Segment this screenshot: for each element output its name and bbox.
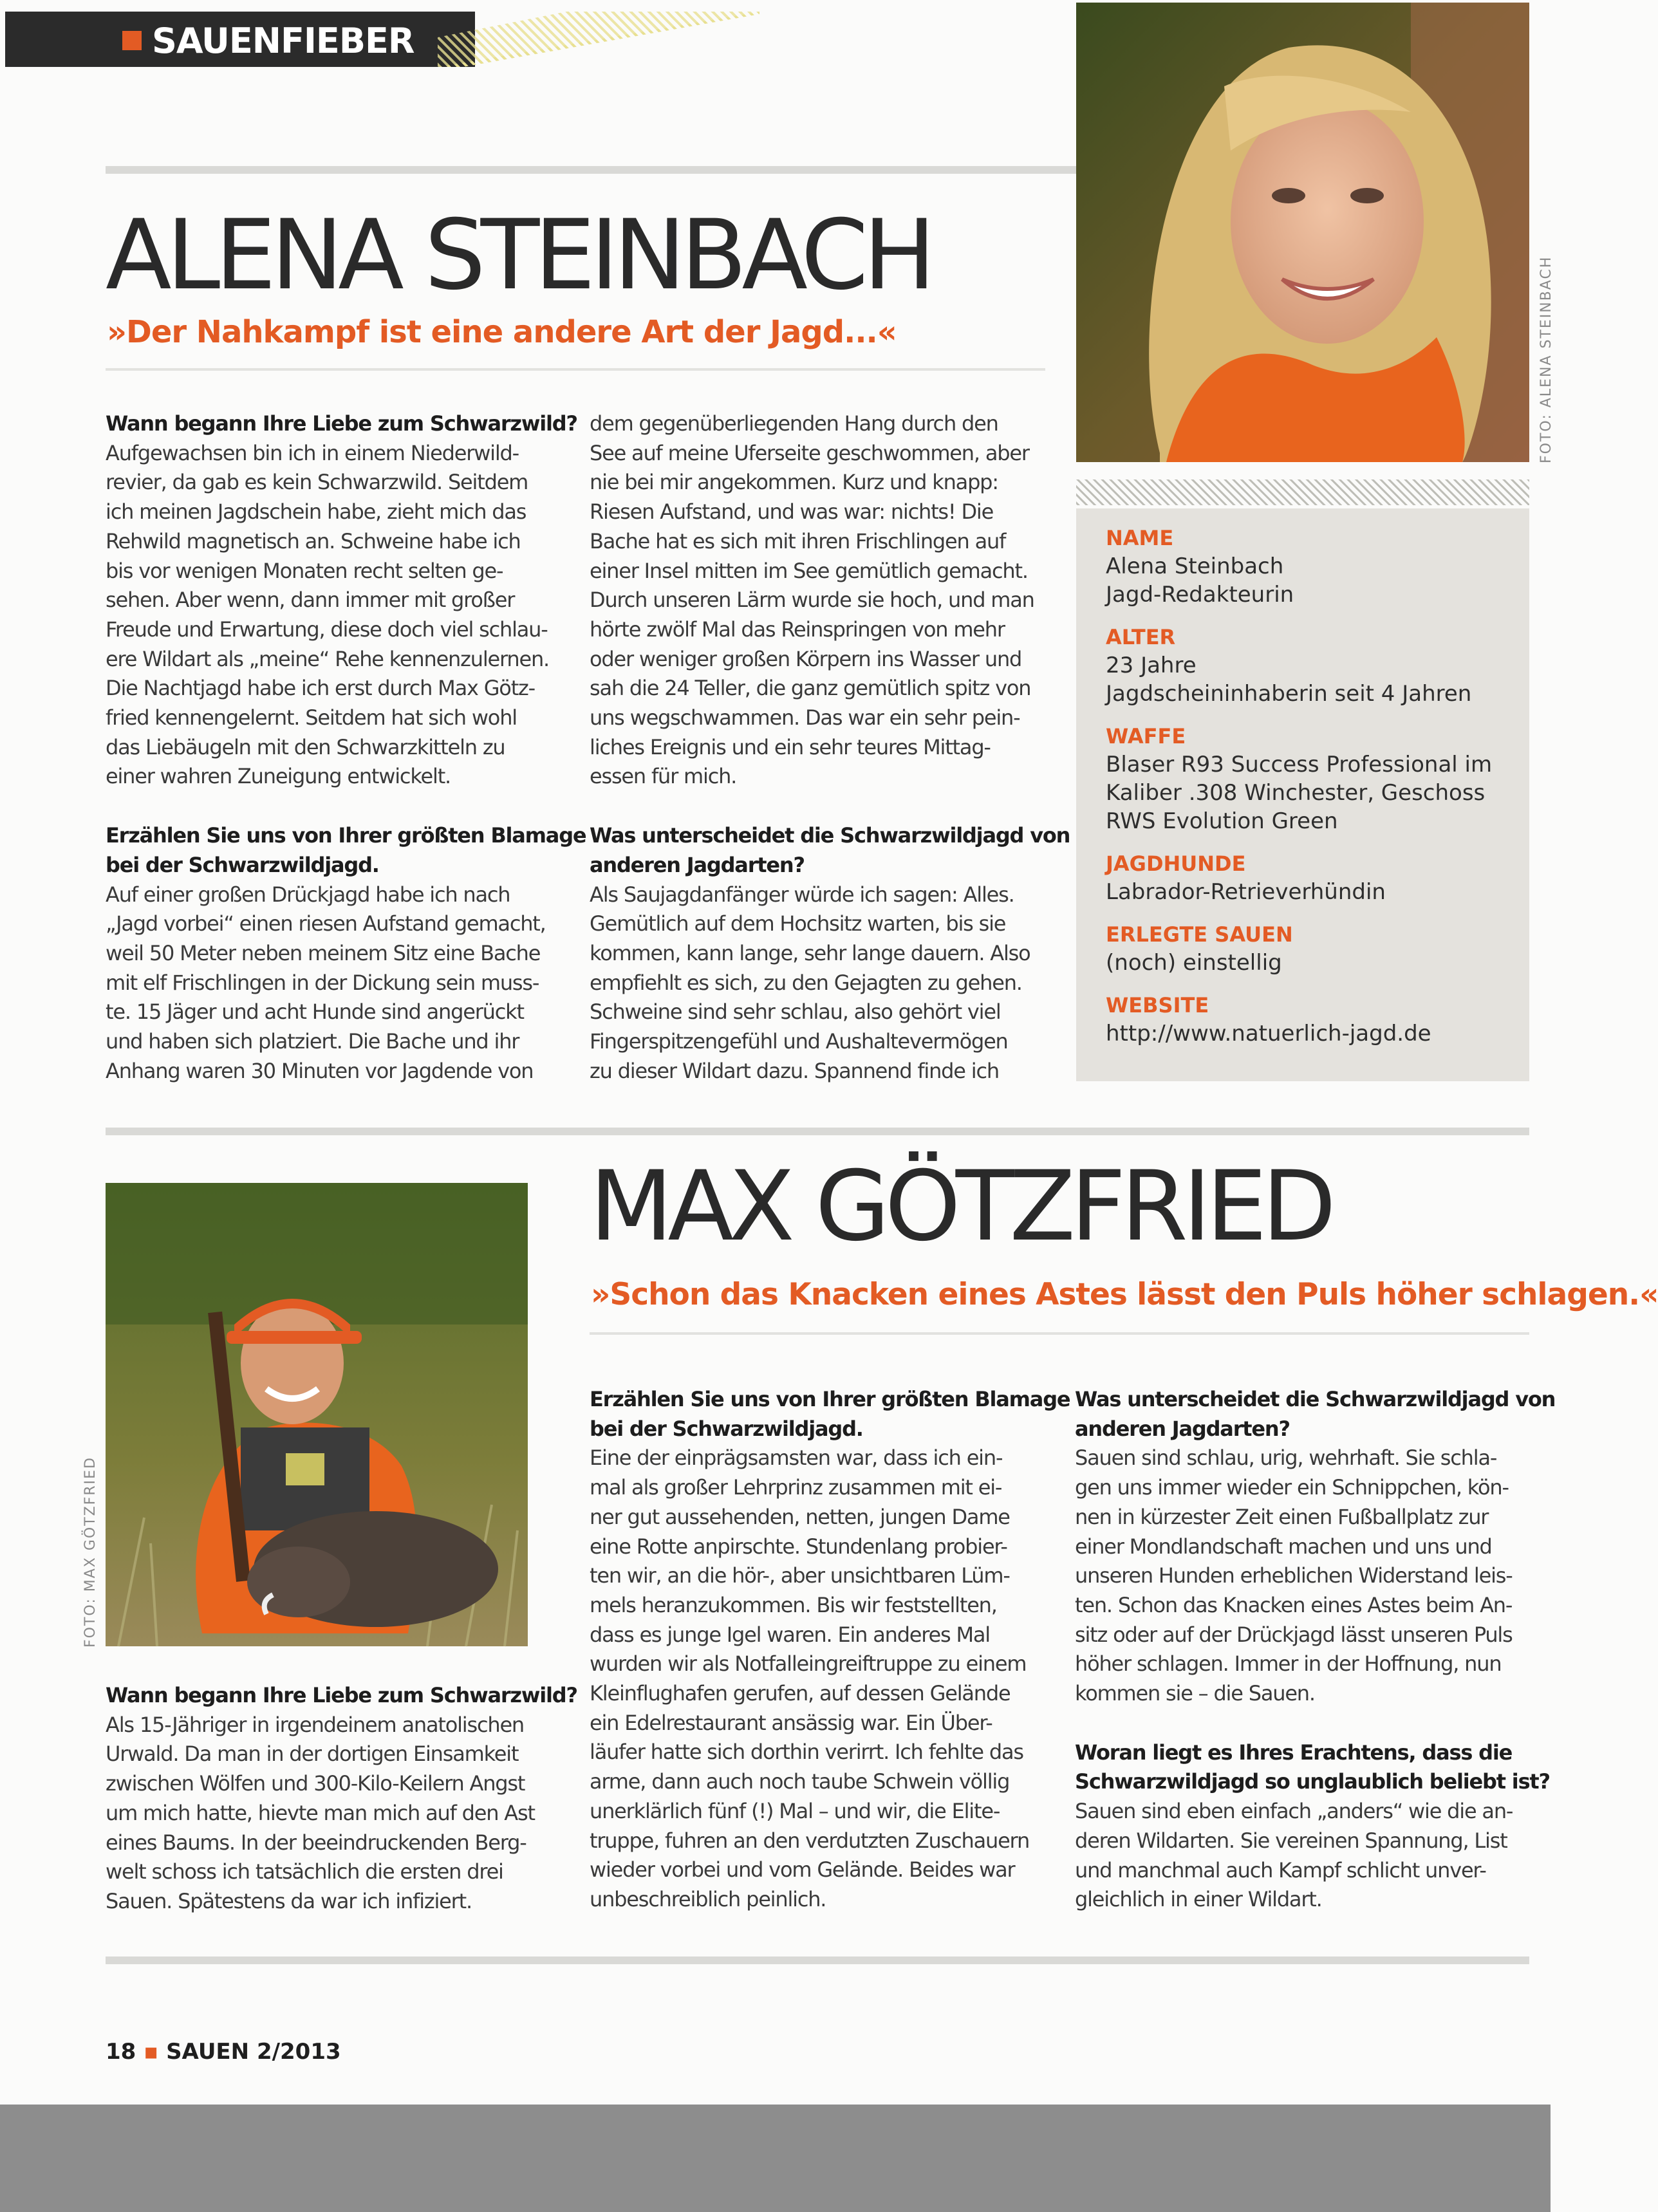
text-line: läufer hatte sich dorthin verirrt. Ich fehlte das [590,1740,1023,1765]
magazine-issue: SAUEN 2/2013 [166,2039,341,2065]
text-line: Bache hat es sich mit ihren Frischlingen auf [590,528,1006,553]
profile2-quote: »Schon das Knacken eines Astes lässt den Puls höher schlagen.« [591,1277,1658,1312]
text-line: und haben sich platziert. Die Bache und ihr [106,1029,519,1054]
text-line: anderen Jagdarten? [590,852,805,877]
info-item [1106,850,1492,906]
text-line: mit elf Frischlingen in der Dickung sein muss- [106,970,539,995]
text-line: zu dieser Wildart dazu. Spannend finde ich [590,1058,999,1083]
text-line: revier, da gab es kein Schwarzwild. Seitdem [106,470,528,495]
answer-paragraph [106,439,556,792]
text-line: gleichlich in einer Wildart. [1075,1887,1322,1912]
text-line: anderen Jagdarten? [1075,1416,1290,1441]
text-line: einer Insel mitten im See gemütlich gemacht. [590,558,1028,583]
text-line: te. 15 Jäger und acht Hunde sind angerückt [106,999,524,1025]
text-line: Riesen Aufstand, und was war: nichts! Die [590,499,994,525]
text-line: uns wegschwammen. Das war ein sehr pein- [590,705,1020,730]
text-line: eines Baums. In der beeindruckenden Berg- [106,1830,526,1855]
profile2-column-1 [106,1681,577,1946]
profile1-photo-credit: FOTO: ALENA STEINBACH [1538,256,1554,463]
text-line: gen uns immer wieder ein Schnippchen, kön- [1075,1475,1509,1500]
text-line: bis vor wenigen Monaten recht selten ge- [106,558,503,583]
text-line: Sauen sind eben einfach „anders“ wie die an- [1075,1799,1513,1824]
text-line: Als Saujagdanfänger würde ich sagen: Alles. [590,882,1014,907]
text-line: Gemütlich auf dem Hochsitz warten, bis sie [590,911,1006,936]
info-value: Labrador-Retrieverhündin [1106,879,1386,905]
text-line: Wann begann Ihre Liebe zum Schwarzwild? [106,1683,577,1707]
info-item [1106,524,1492,609]
text-line: Sauen. Spätestens da war ich infiziert. [106,1888,472,1913]
page-number: 18 [106,2039,136,2065]
text-line: Anhang waren 30 Minuten vor Jagdende von [106,1058,534,1083]
header-hatch-decoration [438,12,759,67]
divider-sub [106,368,1045,371]
text-line: Urwald. Da man in der dortigen Einsamkeit [106,1742,519,1767]
text-line: zwischen Wölfen und 300-Kilo-Keilern Angst [106,1771,525,1796]
text-line: deren Wildarten. Sie vereinen Spannung, List [1075,1828,1507,1853]
text-line: das Liebäugeln mit den Schwarzkitteln zu [106,734,505,759]
answer-paragraph [1075,1797,1525,1915]
text-line: Rehwild magnetisch an. Schweine habe ich [106,528,521,553]
text-line: Durch unseren Lärm wurde sie hoch, und man [590,588,1034,613]
text-line: nie bei mir angekommen. Kurz und knapp: [590,470,998,495]
info-value: Jagd-Redakteurin [1106,582,1294,608]
question-heading [1075,1738,1550,1797]
text-line: ich meinen Jagdschein habe, zieht mich das [106,499,526,525]
text-line: einer wahren Zuneigung entwickelt. [106,764,451,789]
text-line: Sauen sind schlau, urig, wehrhaft. Sie schla- [1075,1445,1497,1471]
infobox-hatch-decoration [1076,479,1529,505]
text-line: und manchmal auch Kampf schlicht unver- [1075,1857,1486,1882]
text-line: Als 15-Jähriger in irgendeinem anatolischen [106,1712,525,1737]
profile1-quote: »Der Nahkampf ist eine andere Art der Jagd...« [107,314,897,350]
text-line: essen für mich. [590,764,737,789]
footer-separator: ▪ [144,2039,167,2065]
text-line: höher schlagen. Immer in der Hoffnung, nun [1075,1651,1502,1677]
info-value: Jagdscheininhaberin seit 4 Jahren [1106,681,1472,707]
text-line: ein Edelrestaurant ansässig war. Ein Über- [590,1710,992,1735]
text-line: Kleinflughafen gerufen, auf dessen Gelände [590,1681,1011,1706]
section-header-bar [5,12,475,67]
info-item [1106,722,1492,835]
question-heading [590,821,1070,880]
text-line: unseren Hunden erheblichen Widerstand leis- [1075,1563,1513,1588]
profile2-column-3 [1075,1385,1556,1944]
text-line: Was unterscheidet die Schwarzwildjagd von [1075,1387,1556,1411]
section-label: SAUENFIEBER [152,21,414,61]
text-line: nen in kürzester Zeit einen Fußballplatz zur [1075,1504,1489,1529]
info-value: Blaser R93 Success Professional im [1106,752,1493,777]
text-line: wurden wir als Notfalleingreiftruppe zu einem [590,1651,1027,1677]
info-label: WAFFE [1106,724,1186,748]
info-value: (noch) einstellig [1106,950,1282,976]
text-line: Schweine sind sehr schlau, also gehört viel [590,999,1001,1025]
text-line: ere Wildart als „meine“ Rehe kennenzulernen. [106,646,550,671]
question-heading [590,1385,1070,1444]
profile2-photo-credit: FOTO: MAX GÖTZFRIED [82,1456,98,1648]
text-line: sah die 24 Teller, die ganz gemütlich spitz von [590,676,1031,701]
text-line: ner gut aussehenden, netten, jungen Dame [590,1504,1010,1529]
text-line: Freude und Erwartung, diese doch viel schlau- [106,617,548,642]
info-label: JAGDHUNDE [1106,851,1246,876]
text-line: empfiehlt es sich, zu den Gejagten zu gehen. [590,970,1022,995]
answer-paragraph [590,880,1040,1086]
text-line: Die Nachtjagd habe ich erst durch Max Götz- [106,676,535,701]
text-line: Was unterscheidet die Schwarzwildjagd von [590,823,1070,848]
divider-bottom [106,1956,1529,1964]
profile2-hunter-photo [106,1183,528,1646]
text-line: sehen. Aber wenn, dann immer mit großer [106,588,515,613]
profile1-info-box [1076,508,1529,1081]
text-line: Eine der einprägsamsten war, dass ich ein- [590,1445,1003,1471]
text-line: See auf meine Uferseite geschwommen, aber [590,440,1029,465]
text-line: bei der Schwarzwildjagd. [106,852,379,877]
text-line: unerklärlich fünf (!) Mal – und wir, die Elite- [590,1798,1000,1823]
answer-paragraph [1075,1444,1525,1708]
text-line: hörte zwölf Mal das Reinspringen von mehr [590,617,1005,642]
info-label: NAME [1106,526,1174,550]
answer-paragraph [106,1711,556,1917]
text-line: Schwarzwildjagd so unglaublich beliebt ist? [1075,1769,1550,1794]
text-line: arme, dann auch noch taube Schwein völlig [590,1769,1010,1794]
bottom-scan-band [0,2105,1551,2212]
text-line: unbeschreiblich peinlich. [590,1886,826,1911]
info-item [1106,623,1492,708]
question-heading [106,409,577,439]
text-line: liches Ereignis und ein sehr teures Mittag- [590,734,991,759]
info-value: RWS Evolution Green [1106,808,1338,834]
text-line: Aufgewachsen bin ich in einem Niederwild- [106,440,519,465]
text-line: mal als großer Lehrprinz zusammen mit ei- [590,1475,1002,1500]
text-line: um mich hatte, hievte man mich auf den Ast [106,1800,535,1825]
text-line: ten wir, an die hör-, aber unsichtbaren Lüm- [590,1563,1010,1588]
info-list [1106,524,1492,1062]
profile2-title-block [590,1151,1332,1263]
page-footer [106,2039,341,2065]
profile1-portrait-photo [1076,3,1529,462]
text-line: Wann begann Ihre Liebe zum Schwarzwild? [106,411,577,436]
text-line: truppe, fuhren an den verdutzten Zuschauern [590,1828,1030,1853]
text-line: eine Rotte anpirschte. Stundenlang probier- [590,1534,1007,1559]
text-line: Erzählen Sie uns von Ihrer größten Blamage [106,823,586,848]
info-label: WEBSITE [1106,993,1209,1018]
text-line: ten. Schon das Knacken eines Astes beim An- [1075,1592,1513,1617]
profile1-column-1 [106,409,586,1115]
text-line: wieder vorbei und vom Gelände. Beides war [590,1857,1015,1882]
info-value: 23 Jahre [1106,653,1197,678]
divider-sub-2 [590,1332,1529,1335]
text-line: kommen, kann lange, sehr lange dauern. Also [590,940,1030,965]
text-line: fried kennengelernt. Seitdem hat sich wohl [106,705,517,730]
question-heading [106,1681,577,1711]
info-value: Alena Steinbach [1106,553,1284,579]
info-item [1106,991,1492,1048]
text-line: sitz oder auf der Drückjagd lässt unseren Puls [1075,1622,1513,1647]
profile1-column-2 [590,409,1070,1115]
divider-top [106,166,1076,174]
profile1-name: ALENA STEINBACH [106,200,931,311]
info-item [1106,920,1492,977]
text-line: weil 50 Meter neben meinem Sitz eine Bache [106,940,541,965]
text-line: Auf einer großen Drückjagd habe ich nach [106,882,510,907]
website-link[interactable]: http://www.natuerlich-jagd.de [1106,1021,1431,1046]
text-line: welt schoss ich tatsächlich die ersten drei [106,1859,503,1884]
question-heading [1075,1385,1556,1444]
info-label: ALTER [1106,625,1176,649]
text-line: dass es junge Igel waren. Ein anderes Mal [590,1622,990,1647]
profile2-name: MAX GÖTZFRIED [590,1151,1332,1263]
info-value: Kaliber .308 Winchester, Geschoss [1106,780,1486,806]
section-marker-icon [122,31,142,50]
text-line: einer Mondlandschaft machen und uns und [1075,1534,1492,1559]
text-line: „Jagd vorbei“ einen riesen Aufstand gemacht, [106,911,546,936]
question-heading [106,821,586,880]
text-line: Woran liegt es Ihres Erachtens, dass die [1075,1740,1513,1765]
text-line: dem gegenüberliegenden Hang durch den [590,411,998,436]
answer-paragraph [590,409,1040,792]
text-line: Erzählen Sie uns von Ihrer größten Blamage [590,1387,1070,1411]
divider-middle [106,1128,1529,1135]
answer-paragraph [590,1444,1040,1914]
text-line: kommen sie – die Sauen. [1075,1681,1315,1706]
text-line: oder weniger großen Körpern ins Wasser und [590,646,1022,671]
text-line: mels heranzukommen. Bis wir feststellten, [590,1592,997,1617]
profile2-column-2 [590,1385,1070,1944]
text-line: Fingerspitzengefühl und Aushaltevermögen [590,1029,1008,1054]
text-line: bei der Schwarzwildjagd. [590,1416,863,1441]
profile1-title-block [106,200,931,311]
info-label: ERLEGTE SAUEN [1106,922,1293,947]
answer-paragraph [106,880,556,1086]
